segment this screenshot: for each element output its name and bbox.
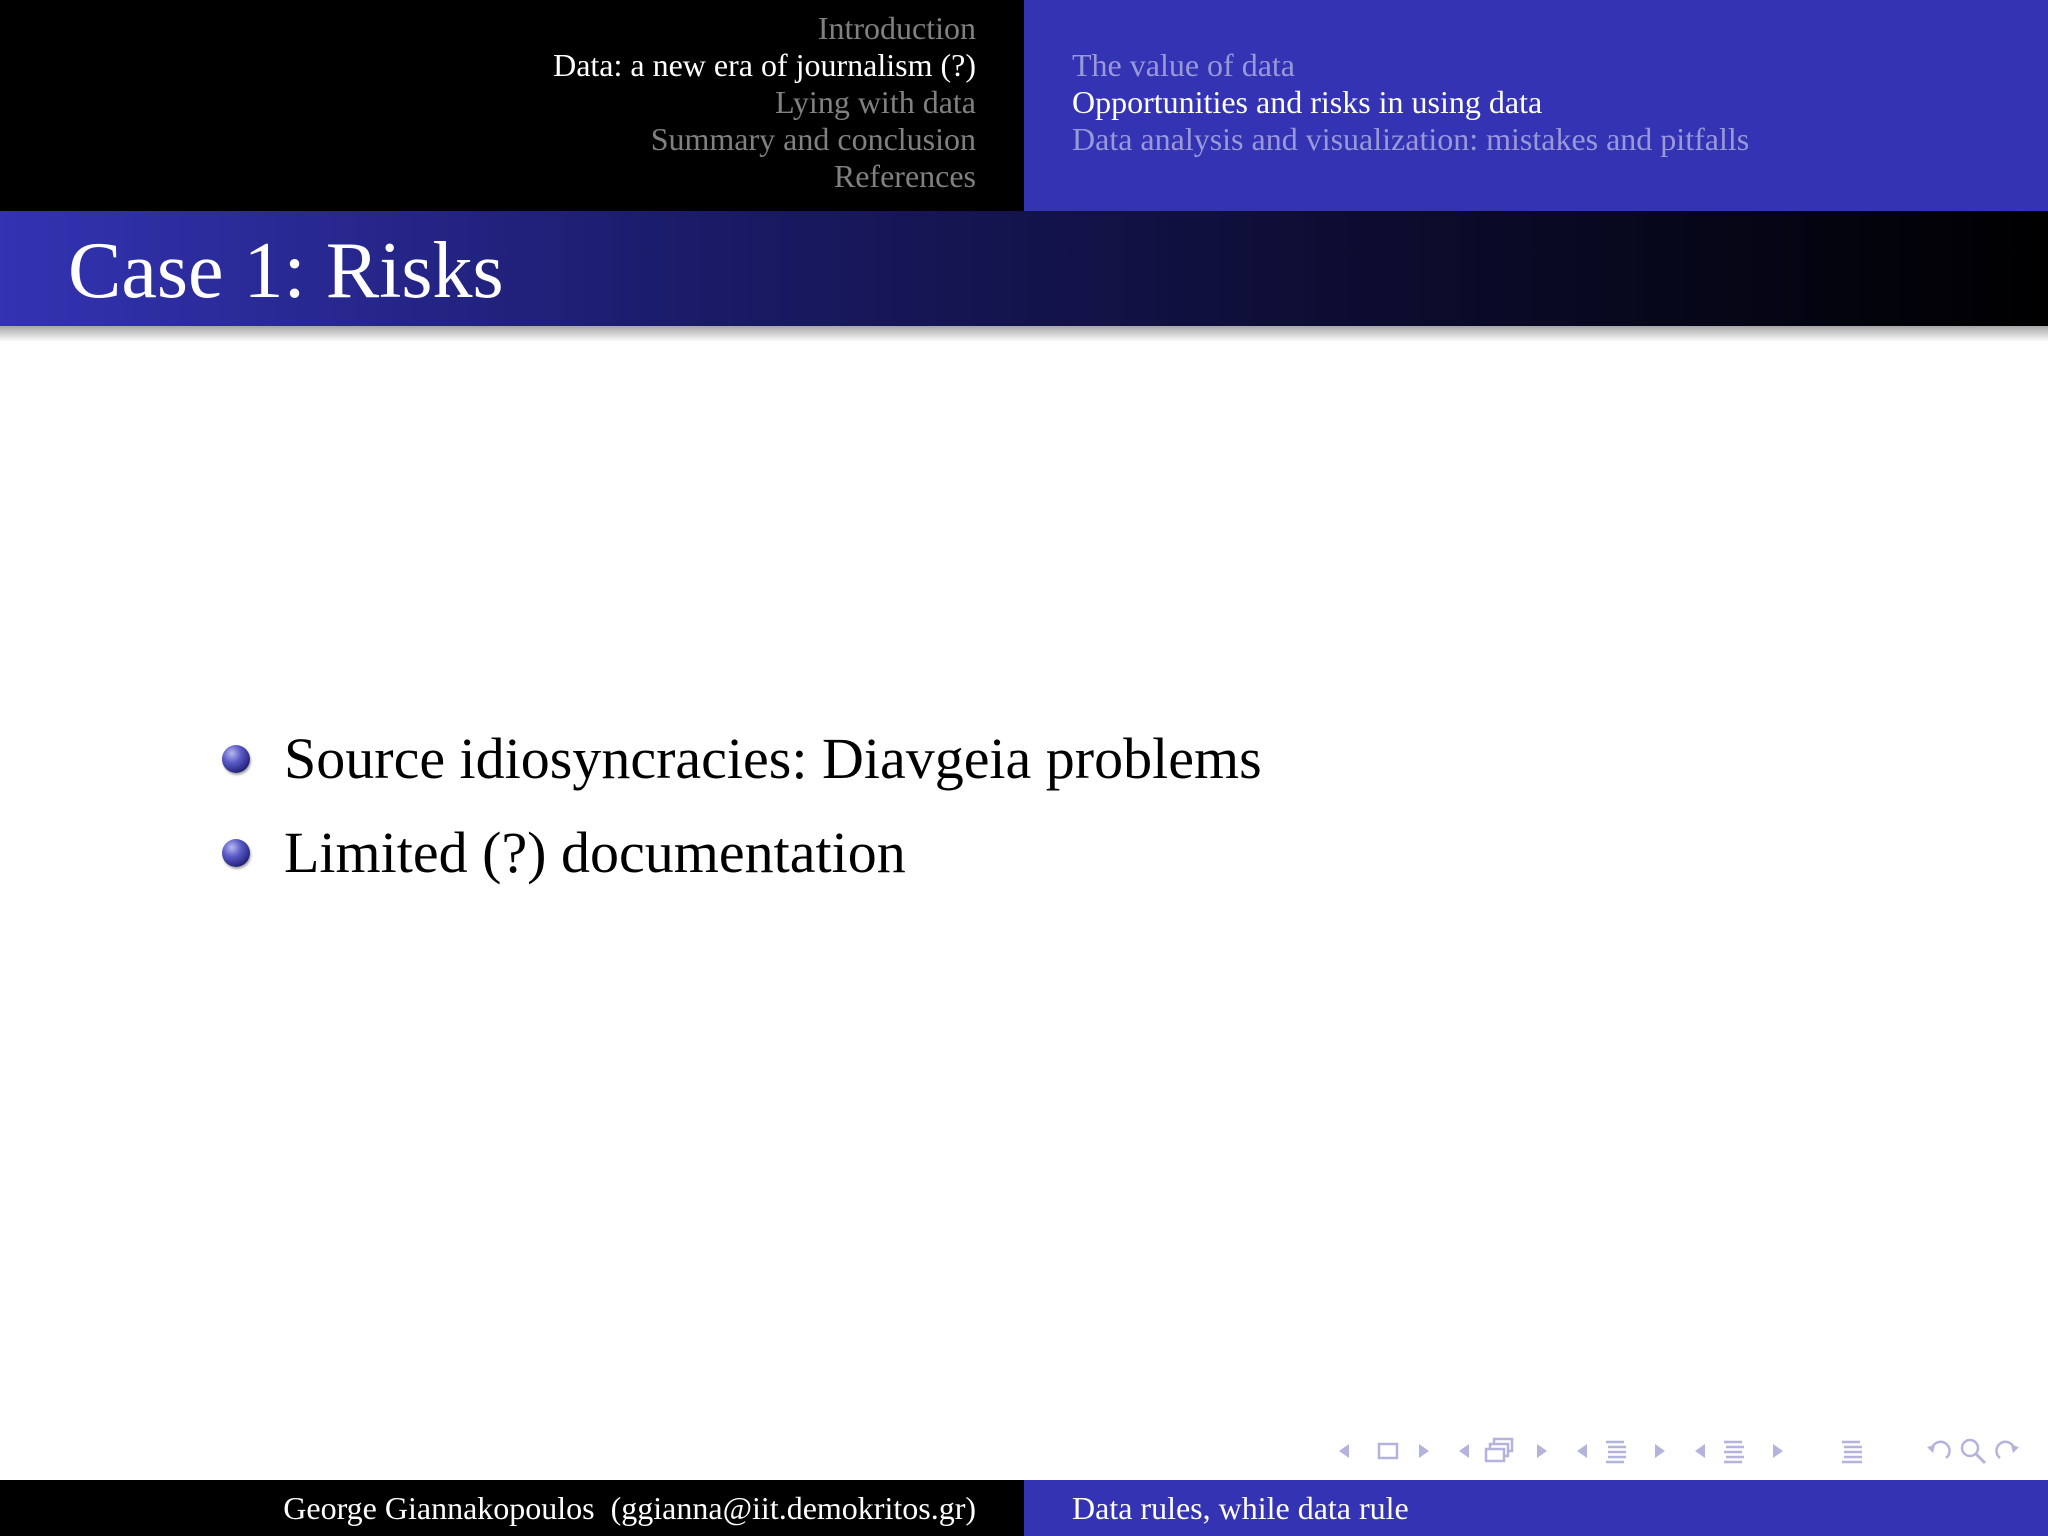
bullet-ball-icon — [222, 745, 250, 773]
next-frame-icon[interactable] — [1534, 1434, 1550, 1468]
footline — [0, 1480, 2048, 1536]
slide-icon[interactable] — [1376, 1434, 1400, 1468]
section-link-summary[interactable]: Summary and conclusion — [650, 121, 976, 157]
frame-title: Case 1: Risks — [68, 227, 504, 315]
next-slide-icon[interactable] — [1416, 1434, 1432, 1468]
frame-title-bar — [0, 211, 2048, 326]
prev-subsection-icon[interactable] — [1574, 1434, 1590, 1468]
section-link-data-new-era[interactable]: Data: a new era of journalism (?) — [553, 47, 976, 83]
forward-icon[interactable] — [1992, 1434, 2022, 1468]
bullet-list — [222, 712, 1262, 900]
navigation-symbols — [1336, 1434, 2036, 1468]
section-icon[interactable] — [1720, 1434, 1748, 1468]
frame-icon[interactable] — [1484, 1434, 1516, 1468]
prev-section-icon[interactable] — [1692, 1434, 1708, 1468]
prev-slide-icon[interactable] — [1336, 1434, 1352, 1468]
bullet-text: Source idiosyncracies: Diavgeia problems — [284, 726, 1262, 791]
subsection-link-opportunities-risks[interactable]: Opportunities and risks in using data — [1072, 84, 1543, 120]
bullet-text: Limited (?) documentation — [284, 820, 906, 885]
headline-navigation — [0, 0, 2048, 211]
prev-frame-icon[interactable] — [1456, 1434, 1472, 1468]
footer-title-box — [1024, 1480, 2048, 1536]
subsection-link-value-of-data[interactable]: The value of data — [1072, 47, 1295, 83]
next-subsection-icon[interactable] — [1652, 1434, 1668, 1468]
bullet-ball-icon — [222, 839, 250, 867]
back-icon[interactable] — [1924, 1434, 1954, 1468]
section-link-introduction[interactable]: Introduction — [817, 10, 976, 46]
document-icon[interactable] — [1838, 1434, 1866, 1468]
bullet-item — [222, 806, 1262, 900]
footer-author: George Giannakopoulos (ggianna@iit.demokritos.gr) — [283, 1490, 976, 1526]
bullet-item — [222, 712, 1262, 806]
section-link-lying-with-data[interactable]: Lying with data — [775, 84, 976, 120]
title-shadow — [0, 326, 2048, 342]
subsection-icon[interactable] — [1602, 1434, 1630, 1468]
search-icon[interactable] — [1958, 1434, 1988, 1468]
next-section-icon[interactable] — [1770, 1434, 1786, 1468]
section-link-references[interactable]: References — [833, 158, 976, 194]
subsection-link-analysis-pitfalls[interactable]: Data analysis and visualization: mistakes and pitfalls — [1072, 121, 1750, 157]
footer-author-box — [0, 1480, 1024, 1536]
footer-short-title: Data rules, while data rule — [1072, 1490, 1409, 1526]
section-navigation — [0, 0, 1024, 211]
subsection-navigation — [1024, 0, 2048, 211]
